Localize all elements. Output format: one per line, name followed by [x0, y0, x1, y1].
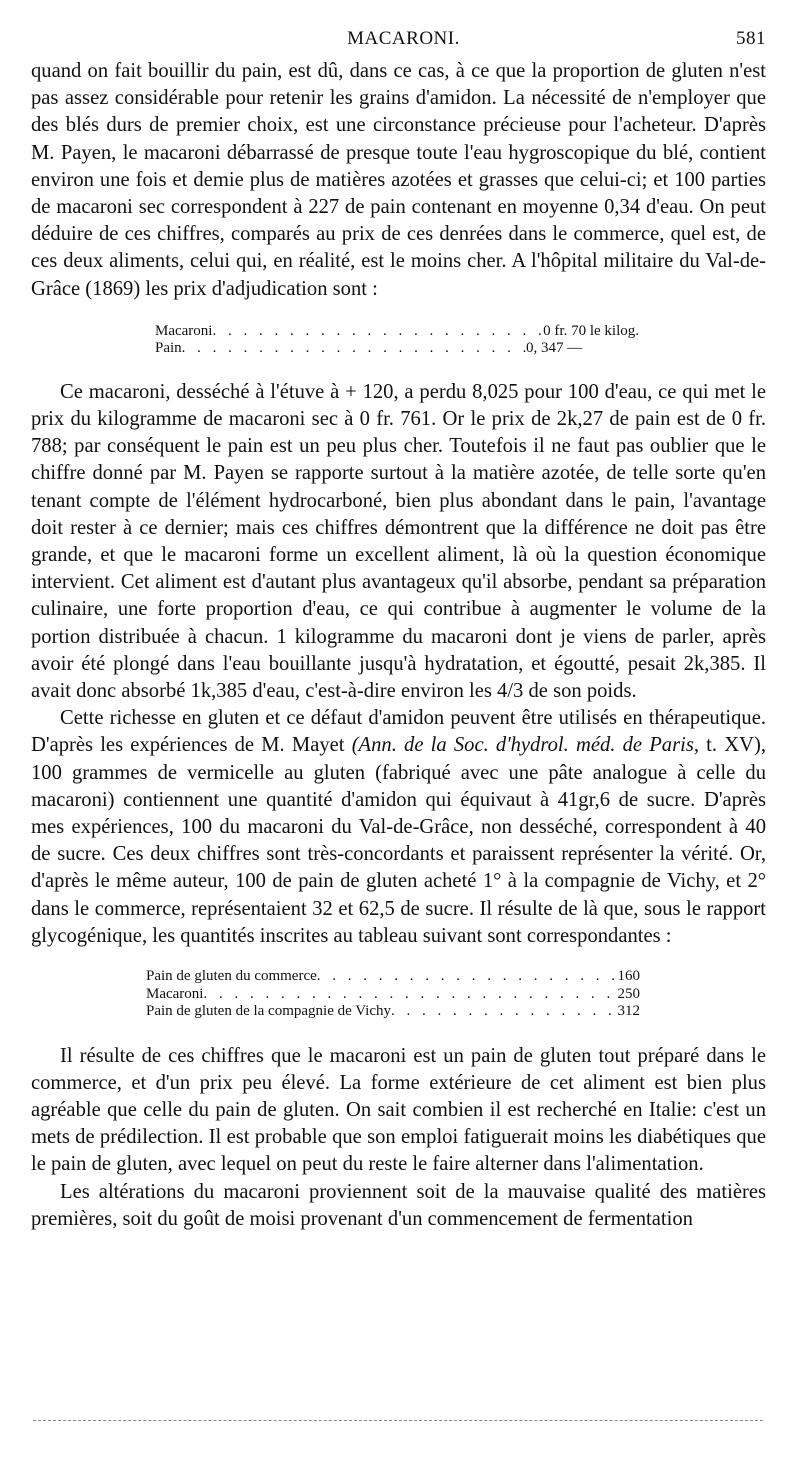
- sugar-row-macaroni: Macaroni . . . 250: [146, 986, 640, 1004]
- page-bottom-rule: [33, 1420, 763, 1421]
- sugar-equivalence-table: [146, 968, 640, 1021]
- price-row-pain: Pain . . . 0, 347 —: [155, 340, 639, 358]
- price-row-macaroni: Macaroni . . . 0 fr. 70 le kilog.: [155, 323, 639, 341]
- sugar-row-vichy: Pain de gluten de la compagnie de Vichy . . . 312: [146, 1003, 640, 1021]
- book-page: [31, 28, 766, 1233]
- page-number: 581: [735, 28, 766, 49]
- paragraph-5: Les altérations du macaroni proviennent soit de la mauvaise qualité des matières premières, soit du goût de moisi provenant d'un commencement de fermentation: [31, 1180, 766, 1230]
- citation-reference: (Ann. de la Soc. d'hydrol. méd. de Paris,: [351, 734, 699, 757]
- sugar-row-commerce: Pain de gluten du commerce . . . 160: [146, 968, 640, 986]
- paragraph-1: quand on fait bouillir du pain, est dû, dans ce cas, à ce que la proportion de gluten n'est pas assez considérable pour retenir les grains d'amidon. La nécessité de n'employer que des blés durs de premier choix, est une circonstance précieuse pour l'acheteur. D'après M. Payen, le macaroni débarrassé de presque toute l'eau hygroscopique du blé, contient environ une fois et demie plus de matières azotées et grasses que celui-ci; et 100 parties de macaroni sec correspondent à 227 de pain contenant en moyenne 0,34 d'eau. On peut déduire de ces chiffres, comparés au prix de ces denrées dans le commerce, quel est, de ces deux aliments, celui qui, en réalité, est le moins cher. A l'hôpital militaire du Val-de-Grâce (1869) les prix d'adjudication sont :: [31, 60, 766, 300]
- paragraph-2: Ce macaroni, desséché à l'étuve à + 120, a perdu 8,025 pour 100 d'eau, ce qui met le prix du kilogramme de macaroni sec à 0 fr. 761. Or le prix de 2k,27 de pain est de 0 fr. 788; par conséquent le pain est un peu plus cher. Toutefois il ne faut pas oublier que le chiffre donné par M. Payen se rapporte surtout à la matière azotée, de telle sorte qu'en tenant compte de l'élément hydrocarboné, bien plus abondant dans le pain, l'avantage doit rester à ce dernier; mais ces chiffres démontrent que la différence ne doit pas être grande, et que le macaroni forme un excellent aliment, là où la question économique intervient. Cet aliment est d'autant plus avantageux qu'il absorbe, pendant sa préparation culinaire, une forte proportion d'eau, ce qui contribue à augmenter le volume de la portion distribuée à chacun. 1 kilogramme du macaroni dont je viens de parler, après avoir été plongé dans l'eau bouillante jusqu'à hydratation, et égoutté, pesait 2k,385. Il avait donc absorbé 1k,385 d'eau, c'est-à-dire environ les 4/3 de son poids.: [31, 380, 766, 703]
- paragraph-3: Cette richesse en gluten et ce défaut d'amidon peuvent être utilisés en thérapeutique. D'après les expériences de M. Mayet (Ann. de la Soc. d'hydrol. méd. de Paris, t. XV), 100 grammes de vermicelle au gluten (fabriqué avec une pâte analogue à celle du macaroni) contiennent une quantité d'amidon qui équivaut à 41gr,6 de sucre. D'après mes expériences, 100 du macaroni du Val-de-Grâce, non desséché, correspondent à 40 de sucre. Ces deux chiffres sont très-concordants et paraissent représenter la vérité. Or, d'après le même auteur, 100 de pain de gluten acheté 1° à la compagnie de Vichy, et 2° dans le commerce, représentaient 32 et 62,5 de sucre. Il résulte de là que, sous le rapport glycogénique, les quantités inscrites au tableau suivant sont correspondantes :: [31, 707, 766, 947]
- running-title: MACARONI.: [347, 28, 460, 49]
- price-table: [155, 323, 639, 358]
- paragraph-4: Il résulte de ces chiffres que le macaroni est un pain de gluten tout préparé dans le commerce, et d'un prix peu élevé. La forme extérieure de cet aliment est bien plus agréable que celle du pain de gluten. On sait combien il est recherché en Italie: c'est un mets de prédilection. Il est probable que son emploi fatiguerait moins les diabétiques que le pain de gluten, avec lequel on peut du reste le faire alterner dans l'alimentation.: [31, 1044, 766, 1176]
- running-header: [31, 28, 766, 56]
